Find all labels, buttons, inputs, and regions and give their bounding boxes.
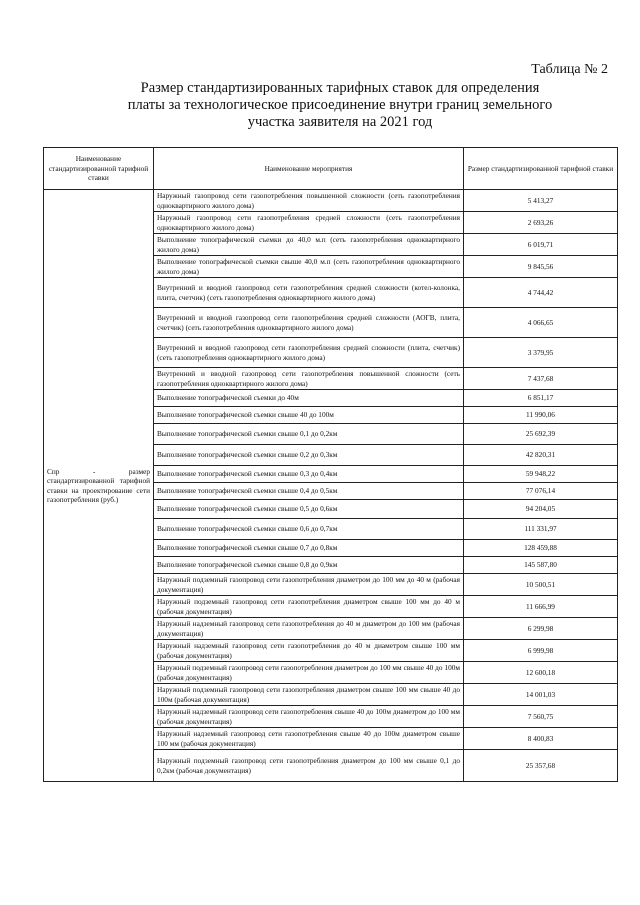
rate-value-cell: 10 500,51 (464, 574, 618, 596)
activity-cell: Выполнение топографической съемки свыше 0,7 до 0,8км (154, 540, 464, 557)
rate-value-cell: 128 459,88 (464, 540, 618, 557)
activity-cell: Выполнение топографической съемки свыше 0,4 до 0,5км (154, 483, 464, 500)
rate-value-cell: 145 587,80 (464, 557, 618, 574)
activity-cell: Выполнение топографической съемки свыше 0,1 до 0,2км (154, 424, 464, 445)
rate-value-cell: 6 999,98 (464, 640, 618, 662)
rate-value-cell: 111 331,97 (464, 519, 618, 540)
rate-value-cell: 59 948,22 (464, 466, 618, 483)
rate-value-cell: 11 990,06 (464, 407, 618, 424)
activity-cell: Внутренний и вводной газопровод сети газопотребления средней сложности (плита, счетчик) (сеть газопотребления одноквартирного жилого дома) (154, 338, 464, 368)
rate-value-cell: 9 845,56 (464, 256, 618, 278)
activity-cell: Наружный подземный газопровод сети газопотребления диаметром до 100 мм свыше 40 до 100м (рабочая документация) (154, 662, 464, 684)
activity-cell: Выполнение топографической съемки свыше 40 до 100м (154, 407, 464, 424)
activity-cell: Выполнение топографической съемки до 40,0 м.п (сеть газопотребления одноквартирного жилого дома) (154, 234, 464, 256)
table-row (44, 190, 618, 212)
activity-cell: Наружный подземный газопровод сети газопотребления диаметром до 100 мм до 40 м (рабочая документация) (154, 574, 464, 596)
activity-cell: Наружный надземный газопровод сети газопотребления свыше 40 до 100м диаметром до 100 мм (рабочая документация) (154, 706, 464, 728)
rate-value-cell: 7 437,68 (464, 368, 618, 390)
rate-value-cell: 6 299,98 (464, 618, 618, 640)
document-title (80, 80, 600, 131)
activity-cell: Наружный надземный газопровод сети газопотребления до 40 м диаметром свыше 100 мм (рабочая документация) (154, 640, 464, 662)
rate-value-cell: 4 744,42 (464, 278, 618, 308)
rate-value-cell: 7 560,75 (464, 706, 618, 728)
activity-cell: Выполнение топографической съемки свыше 0,3 до 0,4км (154, 466, 464, 483)
rate-value-cell: 14 001,03 (464, 684, 618, 706)
rate-name-cell: Спр - размер стандартизированной тарифной ставки на проектирование сети газопотребления (руб.) (44, 190, 154, 782)
activity-cell: Наружный подземный газопровод сети газопотребления диаметром до 100 мм свыше 0,1 до 0,2км (рабочая документация) (154, 750, 464, 782)
activity-cell: Выполнение топографической съемки свыше 40,0 м.п (сеть газопотребления одноквартирного жилого дома) (154, 256, 464, 278)
rate-value-cell: 6 019,71 (464, 234, 618, 256)
activity-cell: Наружный газопровод сети газопотребления повышенной сложности (сеть газопотребления одноквартирного жилого дома) (154, 190, 464, 212)
activity-cell: Внутренний и вводной газопровод сети газопотребления повышенной сложности (сеть газопотребления одноквартирного жилого дома) (154, 368, 464, 390)
activity-cell: Выполнение топографической съемки свыше 0,6 до 0,7км (154, 519, 464, 540)
header-rate-name: Наименование стандартизированной тарифной ставки (44, 148, 154, 190)
activity-cell: Внутренний и вводной газопровод сети газопотребления средней сложности (АОГВ, плита, счетчик) (сеть газопотребления одноквартирного жилого дома) (154, 308, 464, 338)
rate-value-cell: 8 400,83 (464, 728, 618, 750)
header-activity: Наименование мероприятия (154, 148, 464, 190)
table-header-row (44, 148, 618, 190)
activity-cell: Наружный подземный газопровод сети газопотребления диаметром свыше 100 мм до 40 м (рабочая документация) (154, 596, 464, 618)
activity-cell: Выполнение топографической съемки свыше 0,2 до 0,3км (154, 445, 464, 466)
rate-value-cell: 3 379,95 (464, 338, 618, 368)
rate-value-cell: 25 692,39 (464, 424, 618, 445)
rate-value-cell: 25 357,68 (464, 750, 618, 782)
rate-value-cell: 11 666,99 (464, 596, 618, 618)
rate-value-cell: 77 076,14 (464, 483, 618, 500)
rate-value-cell: 5 413,27 (464, 190, 618, 212)
rate-value-cell: 42 820,31 (464, 445, 618, 466)
activity-cell: Наружный надземный газопровод сети газопотребления свыше 40 до 100м диаметром свыше 100 мм (рабочая документация) (154, 728, 464, 750)
rate-value-cell: 2 693,26 (464, 212, 618, 234)
activity-cell: Наружный надземный газопровод сети газопотребления до 40 м диаметром до 100 мм (рабочая документация) (154, 618, 464, 640)
title-line: Размер стандартизированных тарифных ставок для определения (140, 80, 540, 96)
activity-cell: Наружный подземный газопровод сети газопотребления диаметром свыше 100 мм свыше 40 до 100м (рабочая документация) (154, 684, 464, 706)
rate-value-cell: 6 851,17 (464, 390, 618, 407)
rate-value-cell: 4 066,65 (464, 308, 618, 338)
activity-cell: Наружный газопровод сети газопотребления средней сложности (сеть газопотребления одноквартирного жилого дома) (154, 212, 464, 234)
title-line: участка заявителя на 2021 год (247, 114, 433, 130)
header-rate-size: Размер стандартизированной тарифной ставки (464, 148, 618, 190)
activity-cell: Выполнение топографической съемки до 40м (154, 390, 464, 407)
activity-cell: Внутренний и вводной газопровод сети газопотребления средней сложности (котел-колонка, плита, счетчик) (сеть газопотребления одноквартирного жилого дома) (154, 278, 464, 308)
rate-value-cell: 94 204,05 (464, 500, 618, 519)
tariff-table (43, 147, 618, 782)
table-number: Таблица № 2 (531, 62, 608, 77)
activity-cell: Выполнение топографической съемки свыше 0,5 до 0,6км (154, 500, 464, 519)
title-line: платы за технологическое присоединение внутри границ земельного (127, 97, 553, 113)
rate-value-cell: 12 600,18 (464, 662, 618, 684)
activity-cell: Выполнение топографической съемки свыше 0,8 до 0,9км (154, 557, 464, 574)
